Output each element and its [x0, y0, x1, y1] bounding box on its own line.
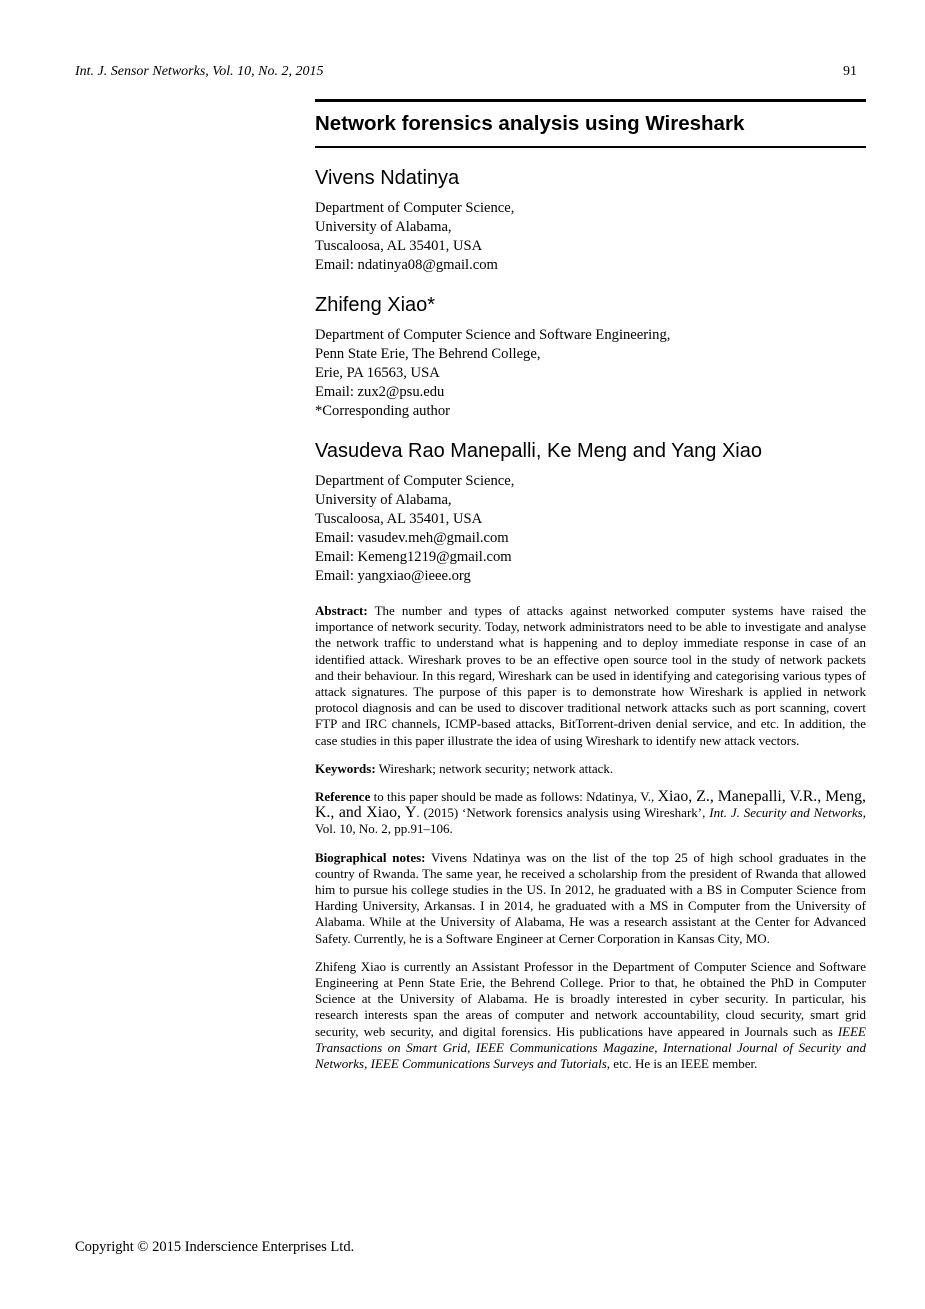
- bio-paragraph-xiao: [315, 959, 866, 1072]
- author-name-3: Vasudeva Rao Manepalli, Ke Meng and Yang Xiao: [315, 440, 762, 462]
- corresponding-author-note: *Corresponding author: [315, 403, 450, 419]
- abstract-text: The number and types of attacks against networked computer systems have raised the importance of network security. Today, network administrators need to be able to investigate and analyse the network traffic to understand what is happening and to deploy immediate response in case of an identified attack. Wireshark proves to be an effective open source tool in the study of network packets and their behaviour. In this regard, Wireshark can be used in identifying and categorising various types of attack signatures. The purpose of this paper is to demonstrate how Wireshark is applied in network protocol diagnosis and can be used to discover traditional network attacks such as port scanning, covert FTP and IRC channels, ICMP-based attacks, BitTorrent-driven denial service, and etc. In addition, the case studies in this paper illustrate the idea of using Wireshark to identify new attack vectors.: [315, 603, 866, 748]
- author-email: Email: vasudev.meh@gmail.com: [315, 530, 509, 546]
- author-name-1: Vivens Ndatinya: [315, 167, 460, 189]
- reference-paragraph: [315, 789, 866, 838]
- bio-paragraph-ndatinya: [315, 850, 866, 947]
- author-name-2: Zhifeng Xiao*: [315, 294, 436, 316]
- affiliation-line: Tuscaloosa, AL 35401, USA: [315, 511, 483, 527]
- abstract-paragraph: [315, 603, 866, 749]
- title-rule-top: [315, 99, 866, 102]
- affiliation-line: University of Alabama,: [315, 492, 452, 508]
- affiliation-line: Erie, PA 16563, USA: [315, 365, 440, 381]
- reference-label: Reference: [315, 789, 371, 805]
- keywords-label: Keywords:: [315, 760, 376, 776]
- content-column: [315, 99, 866, 1072]
- page-header: [75, 64, 857, 80]
- keywords-text: Wireshark; network security; network attack.: [375, 760, 614, 776]
- author-affiliation-2: [315, 326, 866, 421]
- affiliation-line: Department of Computer Science,: [315, 200, 515, 216]
- journal-title-italic: International Journal of Security and Networks,: [315, 1039, 866, 1072]
- author-email: Email: Kemeng1219@gmail.com: [315, 549, 512, 565]
- copyright-footer: Copyright © 2015 Inderscience Enterprises Ltd.: [75, 1239, 355, 1255]
- reference-text-pre: to this paper should be made as follows: Ndatinya, V.,: [370, 789, 658, 805]
- author-affiliation-1: [315, 199, 866, 275]
- reference-text-mid: . (2015) ‘Network forensics analysis using Wireshark’,: [416, 805, 710, 821]
- bio-xiao-text: Zhifeng Xiao is currently an Assistant Professor in the Department of Computer Science and Software Engineering at Penn State Erie, the Behrend College. Prior to that, he obtained the PhD in Computer Science at the University of Alabama. He is broadly interested in cyber security. In particular, his research interests span the areas of computer and network accountability, cloud security, smart grid security, web security, and digital forensics. His publications have appeared in Journals such as: [315, 958, 866, 1039]
- keywords-paragraph: [315, 761, 866, 777]
- journal-title-italic: IEEE Communications Surveys and Tutorials: [370, 1056, 607, 1072]
- abstract-label: Abstract:: [315, 603, 368, 618]
- author-affiliation-3: [315, 472, 866, 586]
- affiliation-line: Penn State Erie, The Behrend College,: [315, 346, 541, 362]
- reference-author-names: Xiao, Z., Manepalli, V.R., Meng, K., and Xiao, Y: [315, 788, 866, 822]
- bio-label: Biographical notes:: [315, 849, 426, 865]
- affiliation-line: Department of Computer Science,: [315, 473, 515, 489]
- journal-title-italic: IEEE Transactions on Smart Grid: [315, 1023, 866, 1055]
- journal-title-italic: IEEE Communications Magazine: [475, 1039, 655, 1055]
- title-rule-bottom: [315, 146, 866, 148]
- author-email: Email: yangxiao@ieee.org: [315, 568, 471, 584]
- author-email: Email: zux2@psu.edu: [315, 384, 445, 400]
- bio-ndatinya-text: Vivens Ndatinya was on the list of the top 25 of high school graduates in the country of Rwanda. The same year, he received a scholarship from the president of Rwanda that allowed him to pursue his college studies in the US. In 2012, he graduated with a BS in Computer Science from Harding University, Arkansas. I in 2014, he graduated with a MS in Computer from the University of Alabama. While at the University of Alabama, He was a research assistant at the Center for Advanced Safety. Currently, he is a Software Engineer at Cerner Corporation in Kansas City, MO.: [315, 849, 866, 946]
- page-number: 91: [843, 64, 857, 79]
- separator: ,: [654, 1039, 663, 1055]
- affiliation-line: Department of Computer Science and Software Engineering,: [315, 327, 671, 343]
- reference-journal-name: Int. J. Security and Networks: [709, 805, 863, 821]
- affiliation-line: University of Alabama,: [315, 219, 452, 235]
- separator: ,: [467, 1039, 476, 1055]
- reference-text-post: , Vol. 10, No. 2, pp.91–106.: [315, 805, 866, 837]
- author-email: Email: ndatinya08@gmail.com: [315, 257, 498, 273]
- bio-xiao-text-end: , etc. He is an IEEE member.: [606, 1056, 758, 1072]
- affiliation-line: Tuscaloosa, AL 35401, USA: [315, 238, 483, 254]
- paper-title: Network forensics analysis using Wireshark: [315, 112, 745, 135]
- journal-citation: Int. J. Sensor Networks, Vol. 10, No. 2, 2015: [75, 64, 324, 79]
